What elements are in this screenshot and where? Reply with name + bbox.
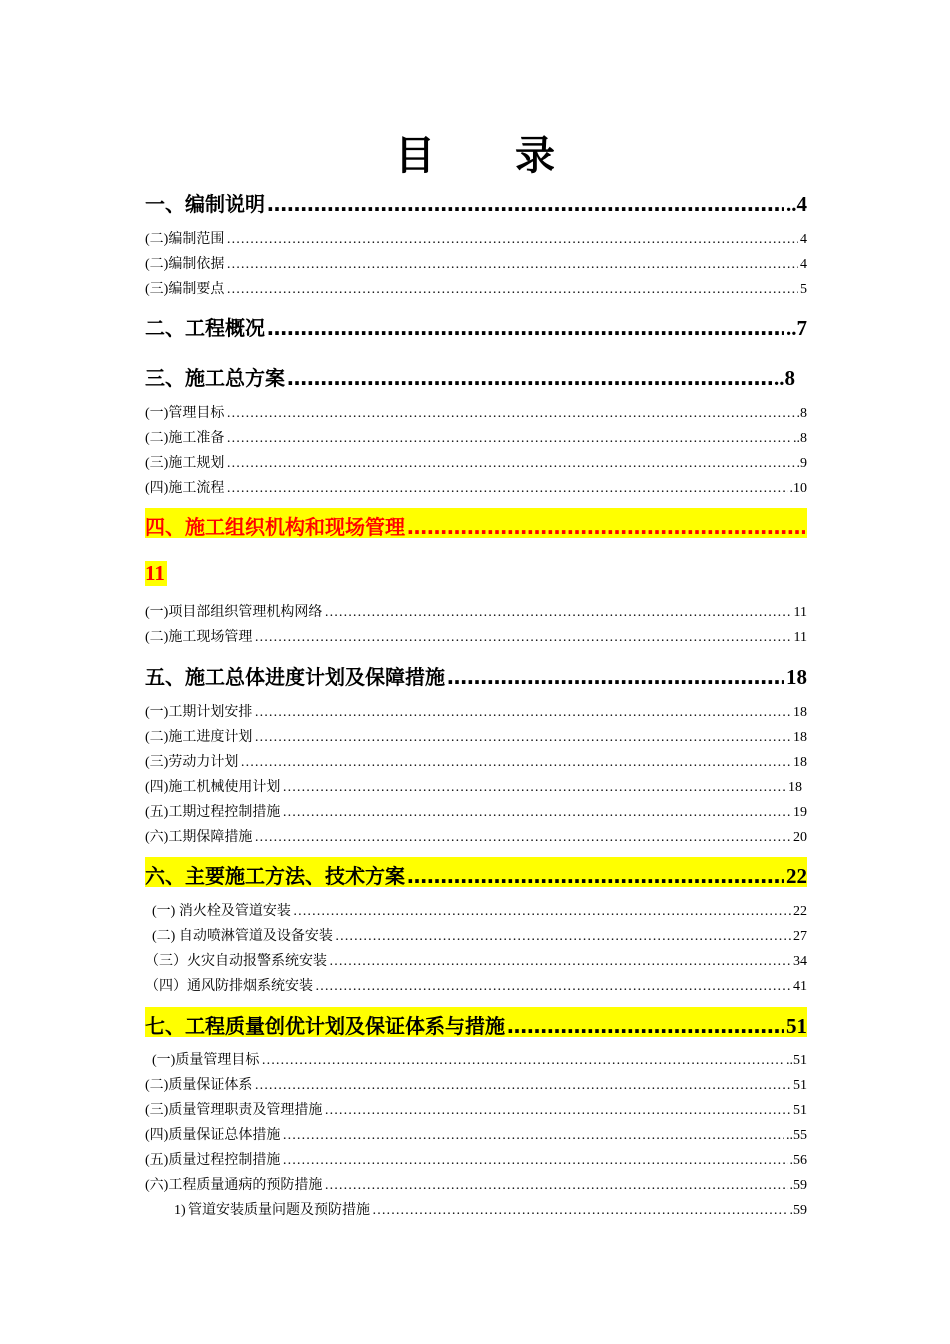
toc-entry[interactable]: (一)管理目标 …………………………………………………………………………………………………………………………………………………………………………………… .8 [145, 402, 807, 422]
toc-entry[interactable]: (五)质量过程控制措施 …………………………………………………………………………………………………………………………………………………………………………………… .56 [145, 1149, 807, 1169]
toc-entry[interactable]: (一)项目部组织管理机构网络 …………………………………………………………………………………………………………………………………………………………………………………… 11 [145, 601, 807, 621]
toc-entry[interactable]: (六)工程质量通病的预防措施 …………………………………………………………………………………………………………………………………………………………………………………… .59 [145, 1174, 807, 1194]
toc-entry[interactable]: (四)质量保证总体措施 …………………………………………………………………………………………………………………………………………………………………………………… ..55 [145, 1124, 807, 1144]
toc-entry-section-3[interactable]: 三、施工总方案 …………………………………………………………………………………………………………………………………………………………………………………… ..8 [145, 362, 795, 391]
toc-entry-section-6[interactable]: 六、主要施工方法、技术方案 …………………………………………………………………………………………………………………………………………………………………………………… 22 [145, 860, 807, 889]
toc-entry[interactable]: (二)编制范围 …………………………………………………………………………………………………………………………………………………………………………………… 4 [145, 228, 807, 248]
title-char-2: 录 [515, 133, 555, 179]
toc-entry[interactable]: (二)施工进度计划 …………………………………………………………………………………………………………………………………………………………………………………… 18 [145, 726, 807, 746]
toc-entry-section-7[interactable]: 七、工程质量创优计划及保证体系与措施 …………………………………………………………………………………………………………………………………………………………………………………… 51 [145, 1010, 807, 1039]
toc-entry[interactable]: (二)编制依据 …………………………………………………………………………………………………………………………………………………………………………………… 4 [145, 253, 807, 273]
toc-page-section-4: 11 [145, 561, 165, 585]
toc-entry-section-5[interactable]: 五、施工总体进度计划及保障措施 …………………………………………………………………………………………………………………………………………………………………………………… 18 [145, 661, 807, 690]
toc-entry[interactable]: (三)编制要点 …………………………………………………………………………………………………………………………………………………………………………………… 5 [145, 278, 807, 298]
toc-entry[interactable]: （三）火灾自动报警系统安装 …………………………………………………………………………………………………………………………………………………………………………………… 34 [145, 950, 807, 970]
toc-entry[interactable]: (一) 消火栓及管道安装 …………………………………………………………………………………………………………………………………………………………………………………… 22 [152, 900, 807, 920]
toc-entry[interactable]: (三)质量管理职责及管理措施 …………………………………………………………………………………………………………………………………………………………………………………… 51 [145, 1099, 807, 1119]
toc-entry[interactable]: (二) 自动喷淋管道及设备安装 …………………………………………………………………………………………………………………………………………………………………………………… 27 [152, 925, 807, 945]
toc-entry[interactable]: (五)工期过程控制措施 …………………………………………………………………………………………………………………………………………………………………………………… 19 [145, 801, 807, 821]
toc-entry-section-4[interactable]: 四、施工组织机构和现场管理 …………………………………………………………………………………………………………………………………………………………………………………… [145, 511, 807, 540]
toc-entry[interactable]: (四)施工机械使用计划 …………………………………………………………………………………………………………………………………………………………………………………… 18 [145, 776, 802, 796]
toc-entry[interactable]: (一)工期计划安排 …………………………………………………………………………………………………………………………………………………………………………………… 18 [145, 701, 807, 721]
toc-entry[interactable]: (四)施工流程 …………………………………………………………………………………………………………………………………………………………………………………… .10 [145, 477, 807, 497]
toc-entry[interactable]: (三)劳动力计划 …………………………………………………………………………………………………………………………………………………………………………………… 18 [145, 751, 807, 771]
toc-entry[interactable]: (六)工期保障措施 …………………………………………………………………………………………………………………………………………………………………………………… 20 [145, 826, 807, 846]
toc-entry[interactable]: 1) 管道安装质量问题及预防措施 …………………………………………………………………………………………………………………………………………………………………………………… .59 [174, 1199, 807, 1219]
list-number: 1) [174, 1203, 186, 1218]
page-title [0, 124, 950, 181]
toc-entry[interactable]: (二)质量保证体系 …………………………………………………………………………………………………………………………………………………………………………………… 51 [145, 1074, 807, 1094]
toc-entry-section-2[interactable]: 二、工程概况 …………………………………………………………………………………………………………………………………………………………………………………… ..7 [145, 312, 807, 341]
toc-entry[interactable]: (二)施工现场管理 …………………………………………………………………………………………………………………………………………………………………………………… 11 [145, 626, 807, 646]
toc-label: 一、编制说明 [145, 192, 265, 216]
toc-entry[interactable]: (三)施工规划 …………………………………………………………………………………………………………………………………………………………………………………… .9 [145, 452, 807, 472]
toc-entry[interactable]: (一)质量管理目标 …………………………………………………………………………………………………………………………………………………………………………………… ..51 [152, 1049, 807, 1069]
toc-entry[interactable]: (二)施工准备 …………………………………………………………………………………………………………………………………………………………………………………… ..8 [145, 427, 807, 447]
title-char-1: 目 [395, 133, 435, 179]
toc-entry-section-1[interactable] [145, 188, 807, 217]
toc-entry[interactable]: （四）通风防排烟系统安装 …………………………………………………………………………………………………………………………………………………………………………………… 41 [145, 975, 807, 995]
toc-page: ..4 [786, 192, 807, 216]
